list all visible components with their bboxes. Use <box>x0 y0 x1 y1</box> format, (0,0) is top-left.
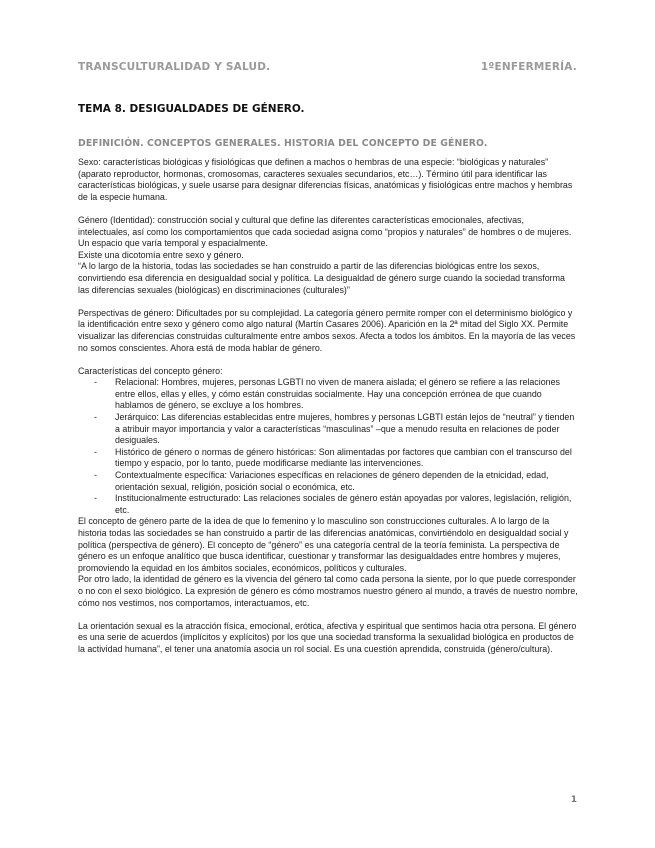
paragraph-orientacion: La orientación sexual es la atracción física, emocional, erótica, afectiva y espiritual que sentimos hacia otra persona. El género es una serie de acuerdos (implícitos y explícitos) por los que una sociedad transforma la sexualidad biológica en productos de la actividad humana”, el tener una anatomía asocia un rol social. Es una cuestión aprendida, construida (género/cultura). <box>78 620 577 654</box>
paragraph-dicotomia: Existe una dicotomía entre sexo y género. <box>78 249 244 260</box>
list-item: - Histórico de género o normas de género históricas: Son alimentadas por factores que cambian con el transcurso del tiempo y espacio, por lo tanto, puede modificarse mediante las intervenciones. <box>94 446 572 469</box>
paragraph-quote: “A lo largo de la historia, todas las sociedades se han construido a partir de las diferencias biológicas entre los sexos, convirtiendo esa diferencia en desigualdad social y política. La desigualdad de género surge cuando la sociedad transforma las diferencias sexuales (biológicas) en discriminaciones (culturales)” <box>78 261 565 295</box>
document-body <box>78 157 578 656</box>
header-degree: 1ºENFERMERÍA. <box>480 61 577 73</box>
characteristics-list <box>78 377 578 516</box>
list-dash: - <box>94 377 97 388</box>
header-course: TRANSCULTURALIDAD Y SALUD. <box>78 61 271 73</box>
list-dash: - <box>94 412 97 423</box>
paragraph-identidad: Por otro lado, la identidad de género es la vivencia del género tal como cada persona la siente, por lo que puede corresponder o no con el sexo biológico. La expresión de género es cómo mostramos nuestro género al mundo, a través de nuestro nombre, cómo nos vestimos, nos comportamos, interactuamos, etc. <box>78 574 578 608</box>
list-dash: - <box>94 446 97 457</box>
paragraph-genero: Género (Identidad): construcción social y cultural que define las diferentes características emocionales, afectivas, intelectuales, así como los comportamientos que cada sociedad asigna como “propios y naturales” de hombres o de mujeres. Un espacio que varía temporal y espacialmente. <box>78 214 572 249</box>
list-dash: - <box>94 493 97 504</box>
list-item: - Institucionalmente estructurado: Las relaciones sociales de género están apoyadas por valores, legislación, religión, etc. <box>94 493 572 515</box>
document-title: TEMA 8. DESIGUALDADES DE GÉNERO. <box>78 103 305 115</box>
list-item: - Relacional: Hombres, mujeres, personas LGBTI no viven de manera aislada; el género se refiere a las relaciones entre ellos, ellas y elles, y cómo están construidas socialmente. Hay una concepción errónea de que cuando hablamos de género, se excluye a los hombres. <box>94 377 560 411</box>
paragraph-concepto: El concepto de género parte de la idea de que lo femenino y lo masculino son construcciones culturales. A lo largo de la historia todas las sociedades se han construido a partir de las diferencias anatómicas, convirtiéndolo en desigualdad social y política (perspectiva de género). El concepto de “género” es una categoría central de la teoría feminista. La perspectiva de género es un enfoque analítico que busca identificar, cuestionar y transformar las desigualdades entre hombres y mujeres, promoviendo la equidad en los ámbitos sociales, económicos, políticos y culturales. <box>78 516 569 573</box>
paragraph-caracteristicas-intro: Características del concepto género: <box>78 365 223 376</box>
list-item: - Contextualmente específica: Variaciones específicas en relaciones de género dependen de la etnicidad, edad, orientación sexual, religión, posición social o económica, etc. <box>94 470 549 492</box>
paragraph-perspectivas: Perspectivas de género: Dificultades por su complejidad. La categoría género permite romper con el determinismo biológico y la identificación entre sexo y género como algo natural (Martín Casares 2006). Aparición en la 2ª mitad del Siglo XX. Permite visualizar las diferencias construidas culturalmente entre ambos sexos. Afecta a todos los ámbitos. En la mayoría de las veces no somos conscientes. Ahora está de moda hablar de género. <box>78 307 576 353</box>
section-heading: DEFINICIÓN. CONCEPTOS GENERALES. HISTORIA DEL CONCEPTO DE GÉNERO. <box>78 138 488 149</box>
page-number: 1 <box>570 795 577 805</box>
paragraph-sexo: Sexo: características biológicas y fisiológicas que definen a machos o hembras de una especie: “biológicas y naturales” (aparato reproductor, hormonas, cromosomas, caracteres sexuales secundarios, etc…). Término útil para identificar las características biológicas, y suele usarse para designar diferencias físicas, anatómicas y fisiológicas entre machos y hembras de la especie humana. <box>78 157 573 202</box>
list-item: - Jerárquico: Las diferencias establecidas entre mujeres, hombres y personas LGBTI están lejos de “neutral” y tienden a atribuir mayor importancia y valor a características “masculinas” –que a menudo resulta en relaciones de poder desiguales. <box>94 412 575 446</box>
list-dash: - <box>94 470 97 481</box>
page-header <box>78 61 577 73</box>
